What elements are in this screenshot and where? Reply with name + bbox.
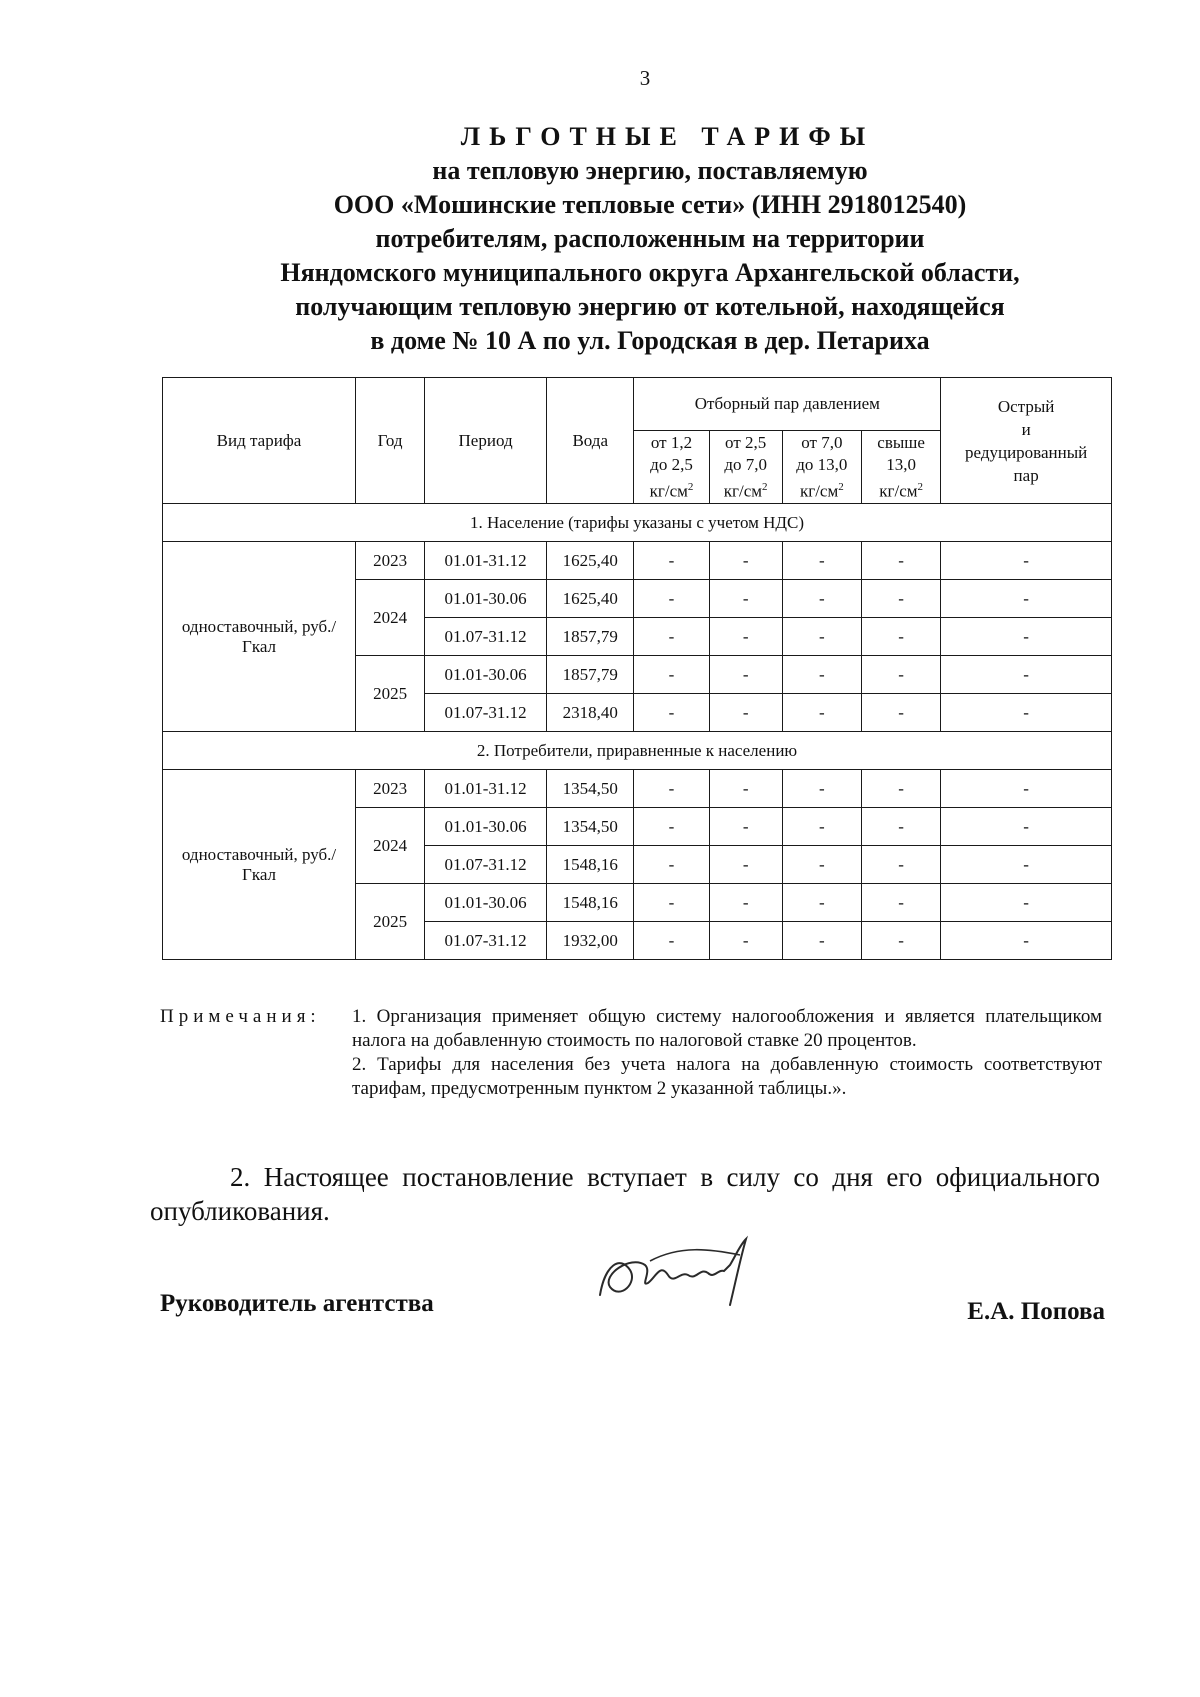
value-cell: - bbox=[861, 884, 940, 922]
year-cell: 2024 bbox=[356, 808, 425, 884]
value-cell: - bbox=[782, 884, 861, 922]
signer-position: Руководитель агентства bbox=[160, 1290, 434, 1317]
value-cell: - bbox=[634, 770, 709, 808]
value-cell: - bbox=[861, 808, 940, 846]
title-line: потребителям, расположенным на территории bbox=[375, 224, 925, 253]
tariff-type-cell: одноставочный, руб./Гкал bbox=[163, 770, 356, 960]
value-cell: - bbox=[634, 808, 709, 846]
water-cell: 1625,40 bbox=[547, 580, 634, 618]
period-cell: 01.01-31.12 bbox=[425, 542, 547, 580]
value-cell: - bbox=[861, 542, 940, 580]
table-header-row bbox=[163, 378, 1112, 431]
value-cell: - bbox=[941, 770, 1112, 808]
title-main: ЛЬГОТНЫЕ ТАРИФЫ bbox=[460, 122, 875, 151]
document-title bbox=[150, 120, 1150, 358]
period-cell: 01.07-31.12 bbox=[425, 922, 547, 960]
value-cell: - bbox=[861, 656, 940, 694]
value-cell: - bbox=[941, 542, 1112, 580]
header-water: Вода bbox=[547, 378, 634, 504]
value-cell: - bbox=[861, 922, 940, 960]
title-line: в доме № 10 А по ул. Городская в дер. Петариха bbox=[370, 326, 930, 355]
value-cell: - bbox=[709, 770, 782, 808]
water-cell: 1354,50 bbox=[547, 770, 634, 808]
header-period: Период bbox=[425, 378, 547, 504]
value-cell: - bbox=[634, 884, 709, 922]
section-title: 1. Население (тарифы указаны с учетом НДС) bbox=[163, 504, 1112, 542]
section-title: 2. Потребители, приравненные к населению bbox=[163, 732, 1112, 770]
value-cell: - bbox=[782, 618, 861, 656]
value-cell: - bbox=[709, 656, 782, 694]
tariff-type-cell: одноставочный, руб./Гкал bbox=[163, 542, 356, 732]
value-cell: - bbox=[782, 542, 861, 580]
value-cell: - bbox=[941, 808, 1112, 846]
note-item: 1. Организация применяет общую систему налогообложения и является плательщиком налога на добавленную стоимость по налоговой ставке 20 процентов. bbox=[352, 1006, 1102, 1051]
value-cell: - bbox=[634, 580, 709, 618]
value-cell: - bbox=[941, 922, 1112, 960]
value-cell: - bbox=[782, 694, 861, 732]
header-steam-col: от 7,0 до 13,0 $кг/см^2$ bbox=[782, 431, 861, 504]
value-cell: - bbox=[709, 884, 782, 922]
value-cell: - bbox=[634, 922, 709, 960]
value-cell: - bbox=[941, 618, 1112, 656]
tariff-table bbox=[162, 377, 1112, 960]
value-cell: - bbox=[782, 656, 861, 694]
value-cell: - bbox=[861, 618, 940, 656]
value-cell: - bbox=[941, 580, 1112, 618]
value-cell: - bbox=[782, 580, 861, 618]
value-cell: - bbox=[634, 542, 709, 580]
clause-text: 2. Настоящее постановление вступает в силу со дня его официального опубликования. bbox=[150, 1162, 1100, 1226]
period-cell: 01.01-30.06 bbox=[425, 884, 547, 922]
period-cell: 01.01-30.06 bbox=[425, 580, 547, 618]
period-cell: 01.07-31.12 bbox=[425, 618, 547, 656]
water-cell: 1625,40 bbox=[547, 542, 634, 580]
period-cell: 01.01-31.12 bbox=[425, 770, 547, 808]
water-cell: 1932,00 bbox=[547, 922, 634, 960]
year-cell: 2024 bbox=[356, 580, 425, 656]
header-sharp-steam: Острый и редуцированный пар bbox=[941, 378, 1112, 504]
value-cell: - bbox=[861, 846, 940, 884]
period-cell: 01.01-30.06 bbox=[425, 808, 547, 846]
year-cell: 2023 bbox=[356, 770, 425, 808]
header-steam-col: от 1,2 до 2,5 $кг/см^2$ bbox=[634, 431, 709, 504]
value-cell: - bbox=[709, 580, 782, 618]
water-cell: 1548,16 bbox=[547, 846, 634, 884]
title-line: ООО «Мошинские тепловые сети» (ИНН 2918012540) bbox=[333, 190, 967, 219]
water-cell: 1857,79 bbox=[547, 656, 634, 694]
water-cell: 1548,16 bbox=[547, 884, 634, 922]
value-cell: - bbox=[709, 694, 782, 732]
title-line: на тепловую энергию, поставляемую bbox=[432, 156, 868, 185]
header-steam-col: от 2,5 до 7,0 $кг/см^2$ bbox=[709, 431, 782, 504]
period-cell: 01.07-31.12 bbox=[425, 694, 547, 732]
value-cell: - bbox=[782, 770, 861, 808]
note-item: 2. Тарифы для населения без учета налога на добавленную стоимость соответствуют тарифам, предусмотренным пунктом 2 указанной таблицы.». bbox=[352, 1054, 1102, 1099]
value-cell: - bbox=[634, 656, 709, 694]
water-cell: 1857,79 bbox=[547, 618, 634, 656]
table-row bbox=[163, 770, 1112, 808]
period-cell: 01.01-30.06 bbox=[425, 656, 547, 694]
header-steam-col: свыше 13,0 $кг/см^2$ bbox=[861, 431, 940, 504]
water-cell: 1354,50 bbox=[547, 808, 634, 846]
value-cell: - bbox=[709, 808, 782, 846]
value-cell: - bbox=[709, 846, 782, 884]
value-cell: - bbox=[941, 656, 1112, 694]
section-title-row bbox=[163, 504, 1112, 542]
header-tariff-type: Вид тарифа bbox=[163, 378, 356, 504]
section-title-row bbox=[163, 732, 1112, 770]
value-cell: - bbox=[782, 922, 861, 960]
value-cell: - bbox=[941, 846, 1112, 884]
year-cell: 2025 bbox=[356, 884, 425, 960]
year-cell: 2023 bbox=[356, 542, 425, 580]
title-line: получающим тепловую энергию от котельной, находящейся bbox=[295, 292, 1005, 321]
water-cell: 2318,40 bbox=[547, 694, 634, 732]
value-cell: - bbox=[709, 618, 782, 656]
value-cell: - bbox=[634, 694, 709, 732]
value-cell: - bbox=[782, 808, 861, 846]
value-cell: - bbox=[861, 580, 940, 618]
year-cell: 2025 bbox=[356, 656, 425, 732]
notes-body bbox=[352, 1005, 1102, 1101]
value-cell: - bbox=[709, 542, 782, 580]
value-cell: - bbox=[941, 884, 1112, 922]
value-cell: - bbox=[782, 846, 861, 884]
value-cell: - bbox=[861, 694, 940, 732]
page-number: 3 bbox=[639, 66, 651, 90]
title-line: Няндомского муниципального округа Архангельской области, bbox=[280, 258, 1020, 287]
table-row bbox=[163, 542, 1112, 580]
notes-label: Примечания: bbox=[160, 1006, 321, 1027]
header-steam-group: Отборный пар давлением bbox=[634, 378, 941, 431]
header-year: Год bbox=[356, 378, 425, 504]
value-cell: - bbox=[634, 846, 709, 884]
period-cell: 01.07-31.12 bbox=[425, 846, 547, 884]
value-cell: - bbox=[634, 618, 709, 656]
signer-name: Е.А. Попова bbox=[967, 1298, 1105, 1325]
value-cell: - bbox=[941, 694, 1112, 732]
signature-image bbox=[590, 1225, 770, 1315]
value-cell: - bbox=[709, 922, 782, 960]
value-cell: - bbox=[861, 770, 940, 808]
